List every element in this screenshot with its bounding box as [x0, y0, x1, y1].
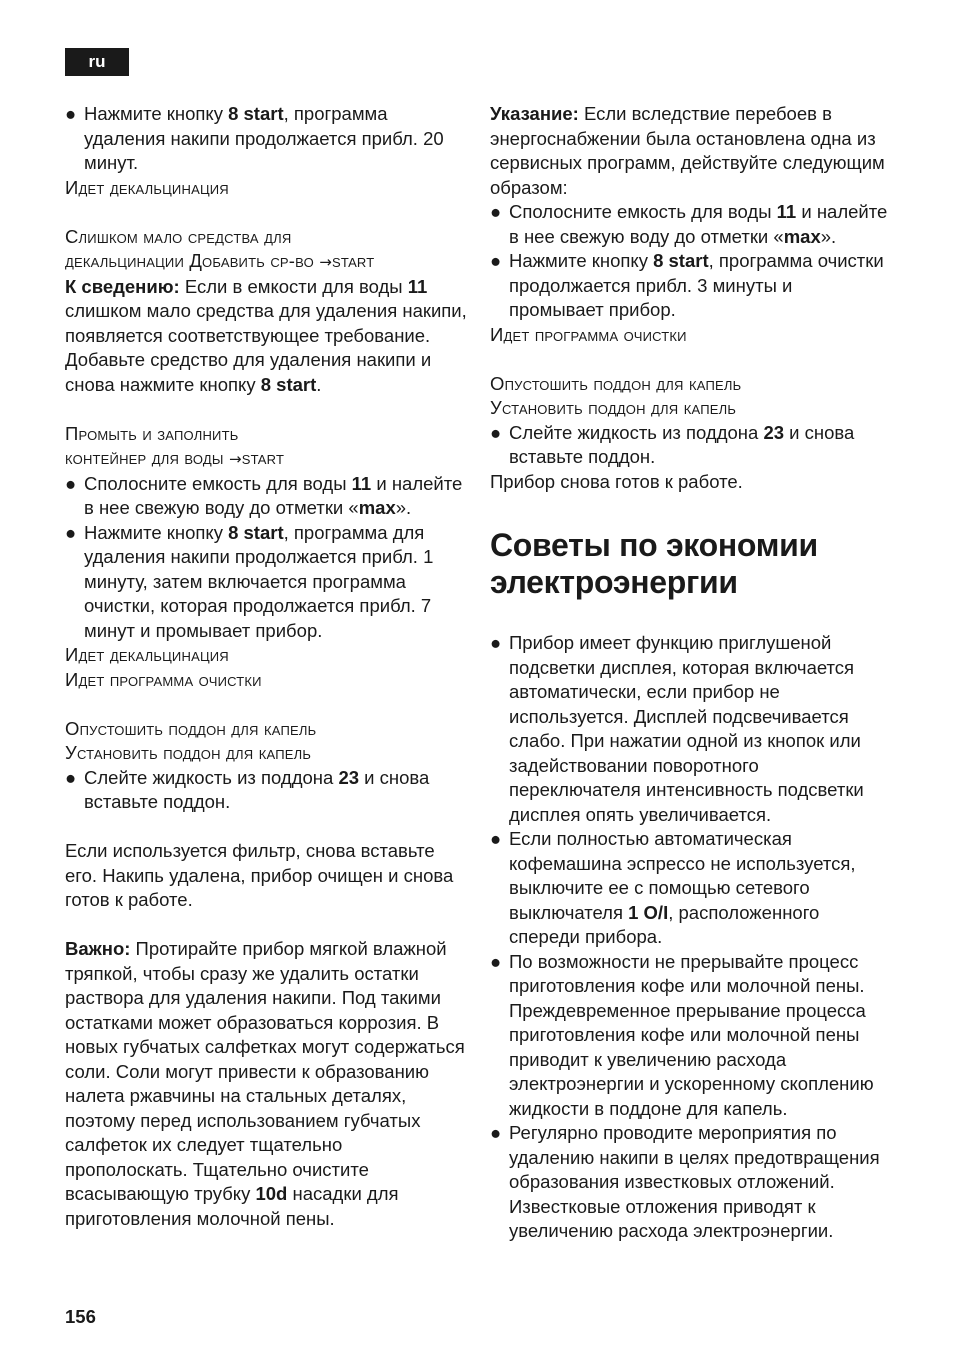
paragraph: Если используется фильтр, снова вставьте его. Накипь удалена, прибор очищен и снова готов к работе.: [65, 840, 454, 910]
bullet-icon: ●: [490, 421, 502, 443]
arrow-icon: →: [228, 450, 242, 468]
bullet-press-start: ● Нажмите кнопку 8 start, программа очистки продолжается прибл. 3 минуты и промывает прибор.: [490, 250, 884, 320]
tip-item: ● Регулярно проводите мероприятия по удалению накипи в целях предотвращения образования известковых отложений. Известковые отложения приводят к увеличению расхода электроэнергии.: [490, 1122, 880, 1241]
display-message: Опустошить поддон для капель: [65, 717, 317, 739]
tip-item: ● Прибор имеет функцию приглушеной подсветки дисплея, которая включается автоматически, если прибор не используется. Дисплей подсвечивается слабо. При нажатии одной из кнопок или задействовании поворотного переключателя интенсивность подсветки дисплея опять увеличивается.: [490, 632, 864, 825]
display-message: Идет программа очистки: [490, 323, 687, 345]
note-paragraph: К сведению: Если в емкости для воды 11 слишком мало средства для удаления накипи, появляется соответствующее требование. Добавьте средство для удаления накипи и снова нажмите кнопку 8 start.: [65, 275, 467, 395]
bullet-icon: ●: [490, 828, 502, 849]
bullet-icon: ●: [490, 1122, 502, 1143]
page-number: 156: [65, 1306, 96, 1327]
language-tag: ru: [65, 48, 129, 76]
bullet-icon: ●: [65, 472, 77, 494]
bullet-icon: ●: [65, 766, 77, 788]
left-column: [65, 102, 470, 1231]
tip-item: ● Если полностью автоматическая кофемашина эспрессо не используется, выключите ее с помощью сетевого выключателя 1 O/I, расположенного спереди прибора.: [490, 828, 856, 947]
display-message: Промыть и заполнить: [65, 422, 239, 444]
bullet-rinse-tank: ● Сполосните емкость для воды 11 и налейте в нее свежую воду до отметки «max».: [65, 472, 463, 518]
section-heading: Советы по экономии электроэнергии: [490, 527, 818, 600]
bullet-icon: ●: [490, 950, 502, 972]
bullet-press-start-1: ● Нажмите кнопку 8 start, программа удаления накипи продолжается прибл. 20 минут.: [65, 103, 444, 173]
tip-item: ● По возможности не прерывайте процесс приготовления кофе или молочной пены. Преждевременное прерывание процесса приготовления кофе или молочной пены приводит к увеличению расхода электроэнергии и ускоренному скоплению жидкости в поддоне для капель.: [490, 950, 874, 1119]
bullet-press-start-2: ● Нажмите кнопку 8 start, программа для удаления накипи продолжается прибл. 1 минуту, затем включается программа очистки, которая продолжается прибл. 7 минут и промывает прибор.: [65, 521, 434, 641]
display-message: Опустошить поддон для капель: [490, 372, 742, 394]
display-message: Установить поддон для капель: [490, 397, 737, 418]
arrow-icon: →: [319, 253, 333, 271]
display-message: Идет декальцинация: [65, 644, 229, 665]
bullet-icon: ●: [490, 201, 502, 222]
bullet-icon: ●: [65, 103, 77, 124]
important-note: Важно: Протирайте прибор мягкой влажной тряпкой, чтобы сразу же удалить остатки раствора для удаления накипи. Под такими остатками может образоваться коррозия. В новых губчатых салфетках могут содержаться соли. Соли могут привести к образованию налета ржавчины на стальных деталях, поэтому перед использованием губчатых салфеток их следует тщательно прополоскать. Тщательно очистите всасывающую трубку 10d насадки для приготовления молочной пены.: [65, 938, 465, 1229]
bullet-icon: ●: [490, 250, 502, 271]
display-message: Установить поддон для капель: [65, 742, 312, 763]
display-message: Слишком мало средства для: [65, 225, 292, 247]
bullet-icon: ●: [490, 632, 502, 653]
bullet-empty-tray: ● Слейте жидкость из поддона 23 и снова вставьте поддон.: [490, 421, 855, 467]
display-message: Идет декальцинация: [65, 176, 229, 198]
display-message: декальцинации Добавить ср-во →start: [65, 250, 375, 271]
display-message: контейнер для воды →start: [65, 447, 285, 468]
bullet-rinse-tank: ● Сполосните емкость для воды 11 и налейте в нее свежую воду до отметки «max».: [490, 201, 888, 247]
bullet-empty-tray: ● Слейте жидкость из поддона 23 и снова вставьте поддон.: [65, 766, 430, 812]
paragraph: Прибор снова готов к работе.: [490, 470, 743, 492]
bullet-icon: ●: [65, 521, 77, 543]
display-message: Идет программа очистки: [65, 668, 262, 690]
note-paragraph: Указание: Если вследствие перебоев в энергоснабжении была остановлена одна из сервисных программ, действуйте следующим образом:: [490, 103, 885, 198]
right-column: [490, 102, 890, 1244]
